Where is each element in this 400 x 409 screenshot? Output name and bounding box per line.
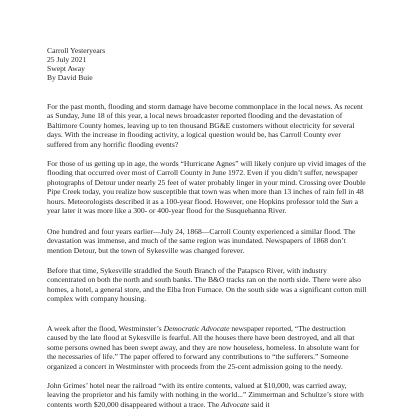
paragraph-6-text-b: said it xyxy=(249,399,270,409)
paragraph-2-text-b: a year later it was more like a 300- or 400-year flood for the Susquehanna River. xyxy=(47,196,358,216)
newspaper-name-advocate: Advocate xyxy=(221,399,250,409)
article-title: Swept Away xyxy=(47,64,85,73)
paragraph-5-text-b: newspaper reported, “The destruction caused by the late flood at Sykesville is fearful. All the houses there have been destroyed, and all that some persons owned has been swept away, and they are now houseless, homeless. In absolute want for the necessaries of life.” The paper offered to forward any contributions to “the sufferers.” Someone organized a concert in Westminster with proceeds from the 25-cent admission going to the needy. xyxy=(47,324,360,371)
paragraph-1: For the past month, flooding and storm damage have become commonplace in the local news. As recent as Sunday, June 18 of this year, a local news broadcaster reported flooding and the devastation of Baltimore County homes, leaving up to ten thousand BG&E customers without electricity for several days. With the increase in flooding activity, a logical question would be, has Carroll County ever suffered from any horrific flooding events? xyxy=(47,102,363,149)
newspaper-name-democratic-advocate: Democratic Advocate xyxy=(163,324,230,333)
byline: By David Buie xyxy=(47,73,93,82)
paragraph-2-text-a: For those of us getting up in age, the words “Hurricane Agnes” will likely conjure up vivid images of the flooding that occurred over most of Carroll County in June 1972. Even if you didn’t suffer, newspaper photographs of Detour under nearly 25 feet of water probably linger in your mind. Crossing over Double Pipe Creek today, you realize how susceptible that town was when more than 13 inches of rain fell in 48 hours. Meteorologists described it as a 100-year flood. However, one Hopkins professor told the xyxy=(47,159,366,206)
paragraph-2 xyxy=(47,159,367,215)
article-header xyxy=(47,46,347,82)
column-name: Carroll Yesteryears xyxy=(47,46,106,55)
paragraph-6-text-a: John Grimes’ hotel near the railroad “with its entire contents, valued at $10,000, was carried away, leaving the proprietor and his family with nothing in the world...” Zimmerman and Schultze’s store with contents worth $20,000 disappeared without a trace. The xyxy=(47,381,364,409)
paragraph-5 xyxy=(47,324,367,371)
paragraph-6 xyxy=(47,381,367,409)
paragraph-3: One hundred and four years earlier—July 24, 1868—Carroll County experienced a similar flood. The devastation was immense, and much of the same region was inundated. Newspapers of 1868 don’t mention Detour, but the town of Sykesville was changed forever. xyxy=(47,227,356,255)
newspaper-name-sun: Sun xyxy=(341,196,353,206)
article-date: 25 July 2021 xyxy=(47,55,87,64)
paragraph-4: Before that time, Sykesville straddled the South Branch of the Patapsco River, with industry concentrated on both the north and south banks. The B&O tracks ran on the north side. There were also homes, a hotel, a general store, and the Elba Iron Furnace. On the south side was a significant cotton mill complex with company housing. xyxy=(47,266,367,304)
paragraph-5-text-a: A week after the flood, Westminster’s xyxy=(47,324,164,333)
